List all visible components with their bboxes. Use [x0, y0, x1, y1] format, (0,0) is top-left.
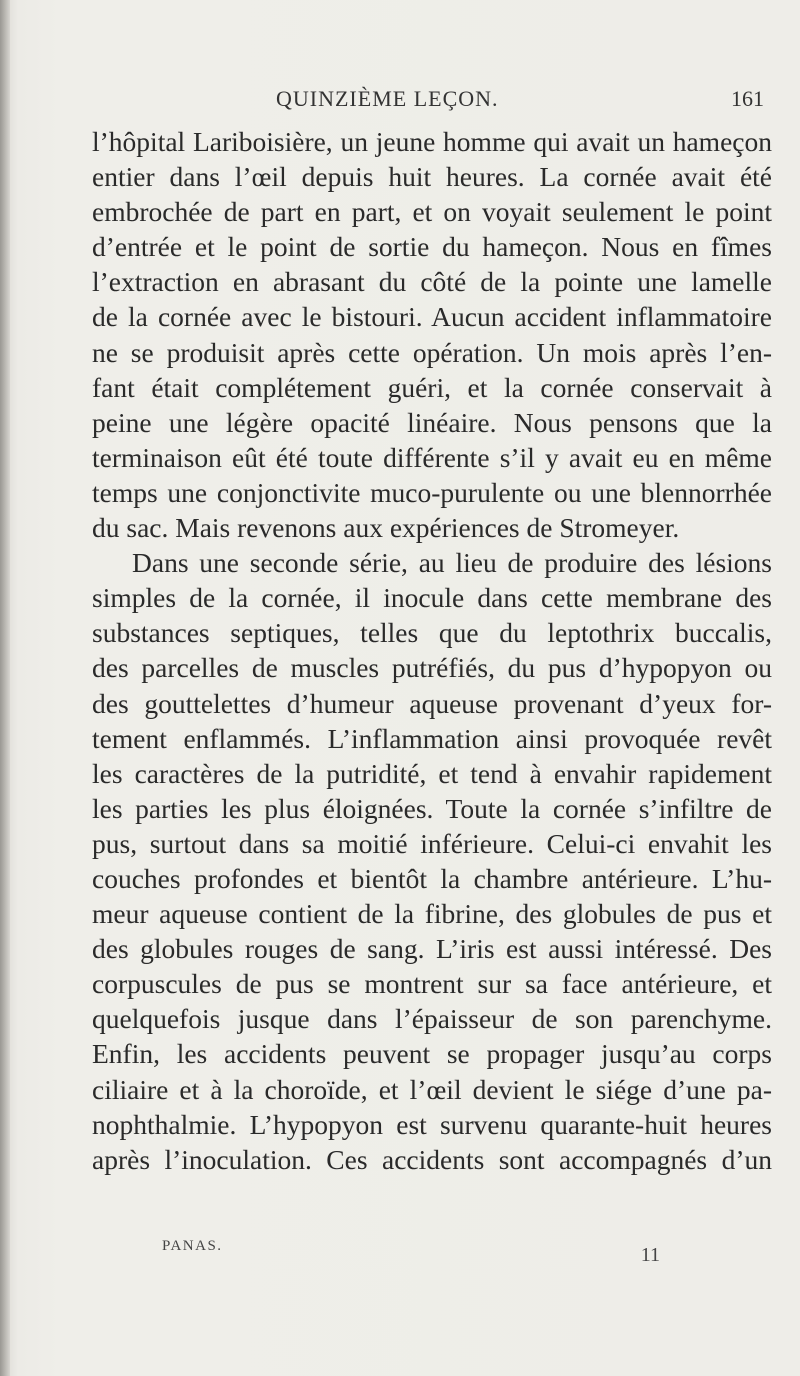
text-line: terminaison eût été toute différente s’il y avait eu en même: [92, 441, 772, 473]
text-line: de la cornée avec le bistouri. Aucun accident inflammatoire: [92, 301, 772, 333]
text-line: entier dans l’œil depuis huit heures. La cornée avait été: [92, 161, 772, 193]
text-line: des gouttelettes d’humeur aqueuse provenant d’yeux for-: [92, 687, 772, 719]
text-line: l’extraction en abrasant du côté de la pointe une lamelle: [92, 266, 772, 298]
text-line: quelquefois jusque dans l’épaisseur de son parenchyme.: [92, 1003, 772, 1035]
text-line: du sac. Mais revenons aux expériences de Stromeyer.: [92, 512, 680, 544]
text-line: nophthalmie. L’hypopyon est survenu quarante-huit heures: [92, 1108, 772, 1140]
signature-mark: PANAS.: [162, 1238, 223, 1254]
text-line: après l’inoculation. Ces accidents sont accompagnés d’un: [92, 1143, 772, 1175]
binding-shadow: [0, 0, 10, 1376]
text-line: les caractères de la putridité, et tend à envahir rapidement: [92, 757, 772, 789]
text-line: meur aqueuse contient de la fibrine, des globules de pus et: [92, 898, 772, 930]
text-line: embrochée de part en part, et on voyait seulement le point: [92, 196, 772, 228]
text-line: fant était complétement guéri, et la cornée conservait à: [92, 371, 772, 403]
page-header: [92, 86, 772, 116]
text-line: couches profondes et bientôt la chambre antérieure. L’hu-: [92, 862, 772, 894]
text-line: ne se produisit après cette opération. Un mois après l’en-: [92, 336, 772, 368]
page-footer: [92, 1238, 772, 1268]
text-line: les parties les plus éloignées. Toute la cornée s’infiltre de: [92, 792, 772, 824]
text-line: des globules rouges de sang. L’iris est aussi intéressé. Des: [92, 933, 772, 965]
body-text: [92, 124, 772, 1177]
text-line: simples de la cornée, il inocule dans cette membrane des: [92, 582, 772, 614]
gathering-mark: 11: [640, 1244, 660, 1266]
text-line: pus, surtout dans sa moitié inférieure. Celui-ci envahit les: [92, 827, 772, 859]
text-line: corpuscules de pus se montrent sur sa face antérieure, et: [92, 968, 772, 1000]
page-number: 161: [731, 86, 764, 111]
text-line: peine une légère opacité linéaire. Nous pensons que la: [92, 406, 772, 438]
text-line: ciliaire et à la choroïde, et l’œil devient le siége d’une pa-: [92, 1073, 772, 1105]
text-line: Dans une seconde série, au lieu de produire des lésions: [132, 547, 772, 579]
text-line: substances septiques, telles que du leptothrix buccalis,: [92, 617, 772, 649]
running-head: QUINZIÈME LEÇON.: [276, 86, 499, 111]
text-line: tement enflammés. L’inflammation ainsi provoquée revêt: [92, 722, 772, 754]
text-line: Enfin, les accidents peuvent se propager jusqu’au corps: [92, 1038, 772, 1070]
text-line: temps une conjonctivite muco-purulente ou une blennorrhée: [92, 476, 772, 508]
text-line: l’hôpital Lariboisière, un jeune homme qui avait un hameçon: [92, 126, 772, 157]
text-line: d’entrée et le point de sortie du hameçon. Nous en fîmes: [92, 231, 772, 263]
text-line: des parcelles de muscles putréfiés, du pus d’hypopyon ou: [92, 652, 772, 684]
